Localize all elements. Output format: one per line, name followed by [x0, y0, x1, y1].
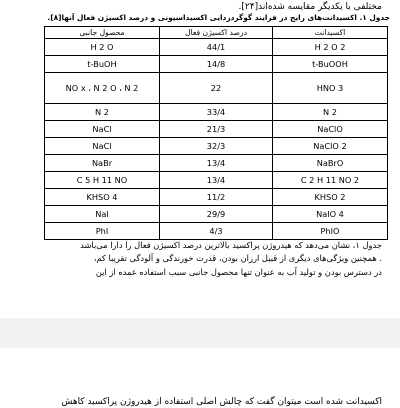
cell-oxidant: HNO 3: [273, 73, 388, 104]
paragraph-line: . همچنین ویژگی‌های دیگری از قبیل ارزان بودن، قدرت خورندگی و آلودگی تقریبا کم،: [93, 253, 382, 264]
cell-byproduct: t-BuOH: [45, 56, 160, 73]
cell-byproduct: NaBr: [45, 155, 160, 172]
cell-oxidant: N 2: [273, 104, 388, 121]
cell-active-oxygen: 11/2: [160, 189, 273, 206]
table-row: [45, 104, 388, 121]
header-active-oxygen: درصد اکسیژن فعال: [160, 27, 273, 39]
cell-oxidant: t-BuOOH: [273, 56, 388, 73]
cell-oxidant: NaClO 2: [273, 138, 388, 155]
table-row: [45, 39, 388, 56]
cell-active-oxygen: 44/1: [160, 39, 273, 56]
table-row: [45, 206, 388, 223]
page-gap: [0, 318, 400, 348]
cell-byproduct: NaCl: [45, 138, 160, 155]
cell-oxidant: C 2 H 11 NO 2: [273, 172, 388, 189]
cell-byproduct: NaCl: [45, 121, 160, 138]
paragraph-line: در دسترس بودن و تولید آب به عنوان تنها محصول جانبی سبب استفاده عمده از این: [95, 266, 382, 277]
table-row: [45, 121, 388, 138]
cell-active-oxygen: 21/3: [160, 121, 273, 138]
cell-byproduct: NO x ، N 2 O ، N 2: [45, 73, 160, 104]
table-row: [45, 172, 388, 189]
table-row: [45, 73, 388, 104]
table-row: [45, 189, 388, 206]
cell-active-oxygen: 13/4: [160, 155, 273, 172]
table-header-row: [45, 27, 388, 39]
table-row: [45, 138, 388, 155]
cell-active-oxygen: 32/3: [160, 138, 273, 155]
cell-byproduct: C 5 H 11 NO: [45, 172, 160, 189]
cell-active-oxygen: 29/9: [160, 206, 273, 223]
cell-oxidant: PhIO: [273, 223, 388, 240]
cell-byproduct: H 2 O: [45, 39, 160, 56]
cell-active-oxygen: 33/4: [160, 104, 273, 121]
cell-oxidant: H 2 O 2: [273, 39, 388, 56]
cell-byproduct: NaI: [45, 206, 160, 223]
cell-byproduct: N 2: [45, 104, 160, 121]
cell-oxidant: NaClO: [273, 121, 388, 138]
table-caption: جدول ۱. اکسیدانت‌های رایج در فرایند گوگردزدایی اکسیداسیونی و درصد اکسیژن فعال آنها[۸].: [47, 13, 390, 22]
next-page-text: اکسیدانت شده است میتوان گفت که چالش اصلی استفاده از هیدروژن پراکسید کاهش: [61, 397, 382, 407]
cell-active-oxygen: 14/8: [160, 56, 273, 73]
header-oxidant: اکسیدانت: [273, 27, 388, 39]
table-row: [45, 56, 388, 73]
cell-byproduct: KHSO 4: [45, 189, 160, 206]
paragraph-line: جدول ۱، نشان می‌دهد که هیدروژن پراکسید بالاترین درصد اکسیژن فعال را دارا می‌باشد: [80, 240, 382, 250]
cell-active-oxygen: 22: [160, 73, 273, 104]
oxidant-table: [44, 26, 388, 240]
cell-oxidant: NaBrO: [273, 155, 388, 172]
cell-active-oxygen: 4/3: [160, 223, 273, 240]
table-row: [45, 155, 388, 172]
cell-byproduct: PhI: [45, 223, 160, 240]
intro-text: مختلفی با یکدیگر مقایسه شده‌اند[۲۴].: [238, 2, 382, 12]
table-row: [45, 223, 388, 240]
next-document-page: [0, 348, 400, 407]
cell-oxidant: KHSO 2: [273, 189, 388, 206]
header-byproduct: محصول جانبی: [45, 27, 160, 39]
body-paragraph: [14, 239, 382, 279]
cell-active-oxygen: 13/4: [160, 172, 273, 189]
cell-oxidant: NaIO 4: [273, 206, 388, 223]
